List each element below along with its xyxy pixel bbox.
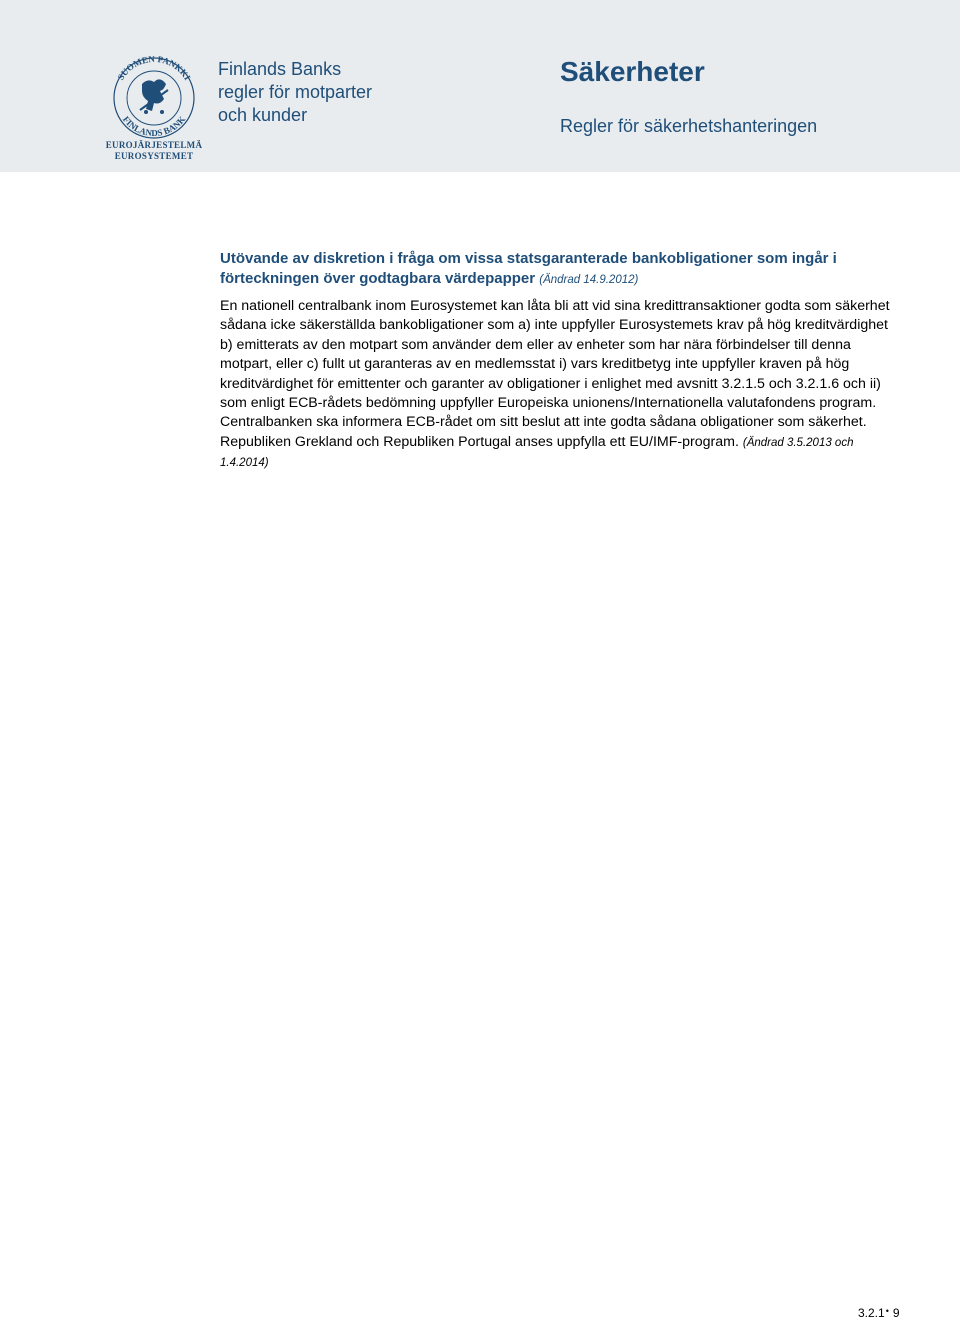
footer-section-number: 3.2.1 [858, 1306, 885, 1320]
page-subtitle: Regler för säkerhetshanteringen [560, 116, 818, 136]
paragraph-text: En nationell centralbank inom Eurosystemet kan låta bli att vid sina kredittransaktioner godta som säkerhet sådana icke säkerställda bankobligationer som a) inte uppfyller Eurosystemets krav på hög kreditvärdighet b) emitterats av den motpart som använder dem eller av enheter som har nära förbindelser till denna motpart, eller c) fullt ut garanteras av en medlemsstat i) vars kreditbetyg inte uppfyller kraven på hög kreditvärdighet för emittenter och garanter av obligationer i enlighet med avsnitt 3.2.1.5 och 3.2.1.6 och ii) som enligt ECB-rådets bedömning uppfyller Europeiska unionens/Internationella valutafondens program. Centralbanken ska informera ECB-rådet om sitt beslut att inte godta sådana obligationer som säkerhet. Republiken Grekland och Republiken Portugal anses uppfylla ett EU/IMF-program. [220, 298, 890, 450]
section-paragraph [220, 297, 900, 474]
left-title-line-2: regler för motparter [218, 82, 373, 102]
document-series-title [218, 58, 372, 127]
section-heading-text: Utövande av diskretion i fråga om vissa statsgaranterade bankobligationer som ingår i förteckningen över godtagbara värdepapper [220, 250, 837, 287]
svg-text:SUOMEN PANKKI: SUOMEN PANKKI [115, 53, 193, 82]
footer-separator: • [885, 1306, 889, 1316]
page-footer [858, 1306, 900, 1320]
footer-page-number: 9 [892, 1306, 900, 1320]
logo [104, 52, 204, 164]
left-title-line-1: Finlands Banks [218, 59, 342, 79]
logo-line-2: EUROSYSTEMET [114, 151, 194, 161]
page-title: Säkerheter [560, 56, 705, 87]
page-header [0, 0, 960, 172]
svg-text:FINLANDS BANK: FINLANDS BANK [120, 114, 188, 139]
logo-line-1: EUROJÄRJESTELMÄ [105, 140, 203, 150]
left-title-line-3: och kunder [218, 105, 308, 125]
section-heading-amendment: (Ändrad 14.9.2012) [539, 274, 639, 286]
finlands-bank-seal-icon [104, 52, 204, 140]
section-heading [220, 249, 900, 290]
paragraph-amendment: (Ändrad 3.5.2013 och 1.4.2014) [220, 436, 854, 470]
